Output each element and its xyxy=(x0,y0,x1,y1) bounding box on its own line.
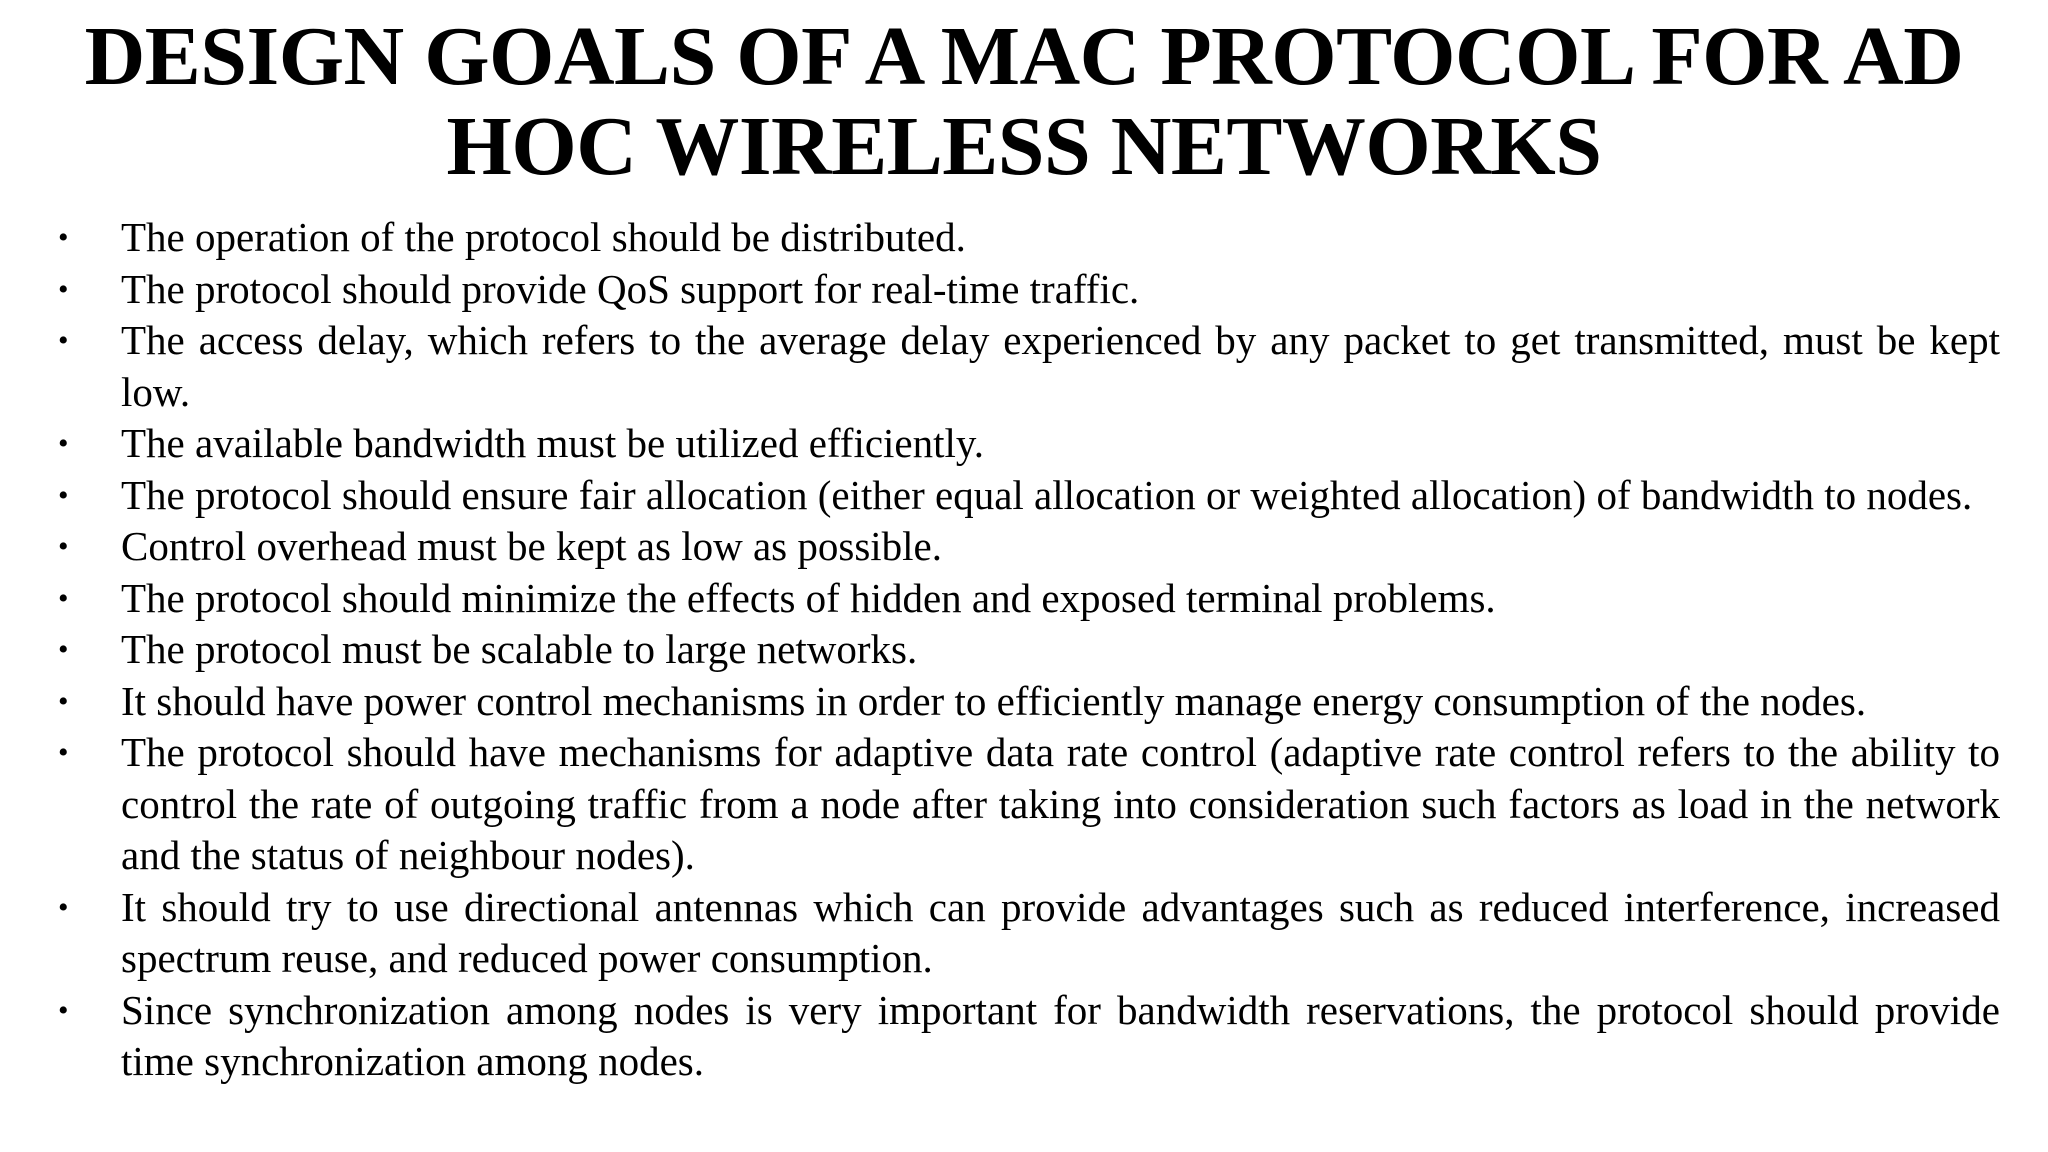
bullet-icon: • xyxy=(58,272,69,306)
list-item-text: Since synchronization among nodes is very important for bandwidth reservations, the protocol should provide time synchronization among nodes. xyxy=(121,986,2000,1084)
list-item-text: Control overhead must be kept as low as possible. xyxy=(121,523,943,569)
list-item xyxy=(58,882,2000,985)
bullet-icon: • xyxy=(58,684,69,718)
list-item xyxy=(58,985,2000,1088)
list-item xyxy=(58,573,2000,625)
list-item xyxy=(58,676,2000,728)
bullet-icon: • xyxy=(58,427,69,460)
list-item-text: The protocol should minimize the effects of hidden and exposed terminal problems. xyxy=(121,574,1496,621)
bullet-icon: • xyxy=(58,993,69,1027)
list-item xyxy=(58,470,2000,522)
bullet-icon: • xyxy=(58,633,69,666)
list-item xyxy=(58,212,2000,264)
list-item xyxy=(58,264,2000,316)
bullet-icon: • xyxy=(58,890,69,924)
list-item-text: It should have power control mechanisms in order to efficiently manage energy consumption of the nodes. xyxy=(121,677,1867,724)
list-item-text: The protocol should provide QoS support for real-time traffic. xyxy=(121,265,1140,312)
list-item xyxy=(58,418,2000,470)
bullet-icon: • xyxy=(58,581,69,615)
list-item xyxy=(58,624,2000,676)
slide-title: DESIGN GOALS OF A MAC PROTOCOL FOR AD HOC WIRELESS NETWORKS xyxy=(84,10,1964,193)
list-item xyxy=(58,521,2000,573)
list-item xyxy=(58,315,2000,418)
list-item-text: The protocol should have mechanisms for adaptive data rate control (adaptive rate control refers to the ability to control the rate of outgoing traffic from a node after taking into consideration such factors as load in the network and the status of neighbour nodes). xyxy=(121,729,2000,878)
list-item-text: It should try to use directional antennas which can provide advantages such as reduced interference, increased spectrum reuse, and reduced power consumption. xyxy=(121,883,2000,981)
bullet-icon: • xyxy=(58,221,69,254)
list-item xyxy=(58,727,2000,882)
design-goals-list xyxy=(58,212,2000,1088)
bullet-icon: • xyxy=(58,530,69,563)
list-item-text: The protocol must be scalable to large networks. xyxy=(121,626,918,672)
list-item-text: The available bandwidth must be utilized efficiently. xyxy=(121,420,985,466)
list-item-text: The protocol should ensure fair allocation (either equal allocation or weighted allocation) of bandwidth to nodes. xyxy=(121,471,1973,518)
list-item-text: The operation of the protocol should be distributed. xyxy=(121,214,966,260)
bullet-icon: • xyxy=(58,324,69,357)
bullet-icon: • xyxy=(58,478,69,512)
bullet-icon: • xyxy=(58,736,69,769)
list-item-text: The access delay, which refers to the average delay experienced by any packet to get transmitted, must be kept low. xyxy=(121,317,2000,415)
